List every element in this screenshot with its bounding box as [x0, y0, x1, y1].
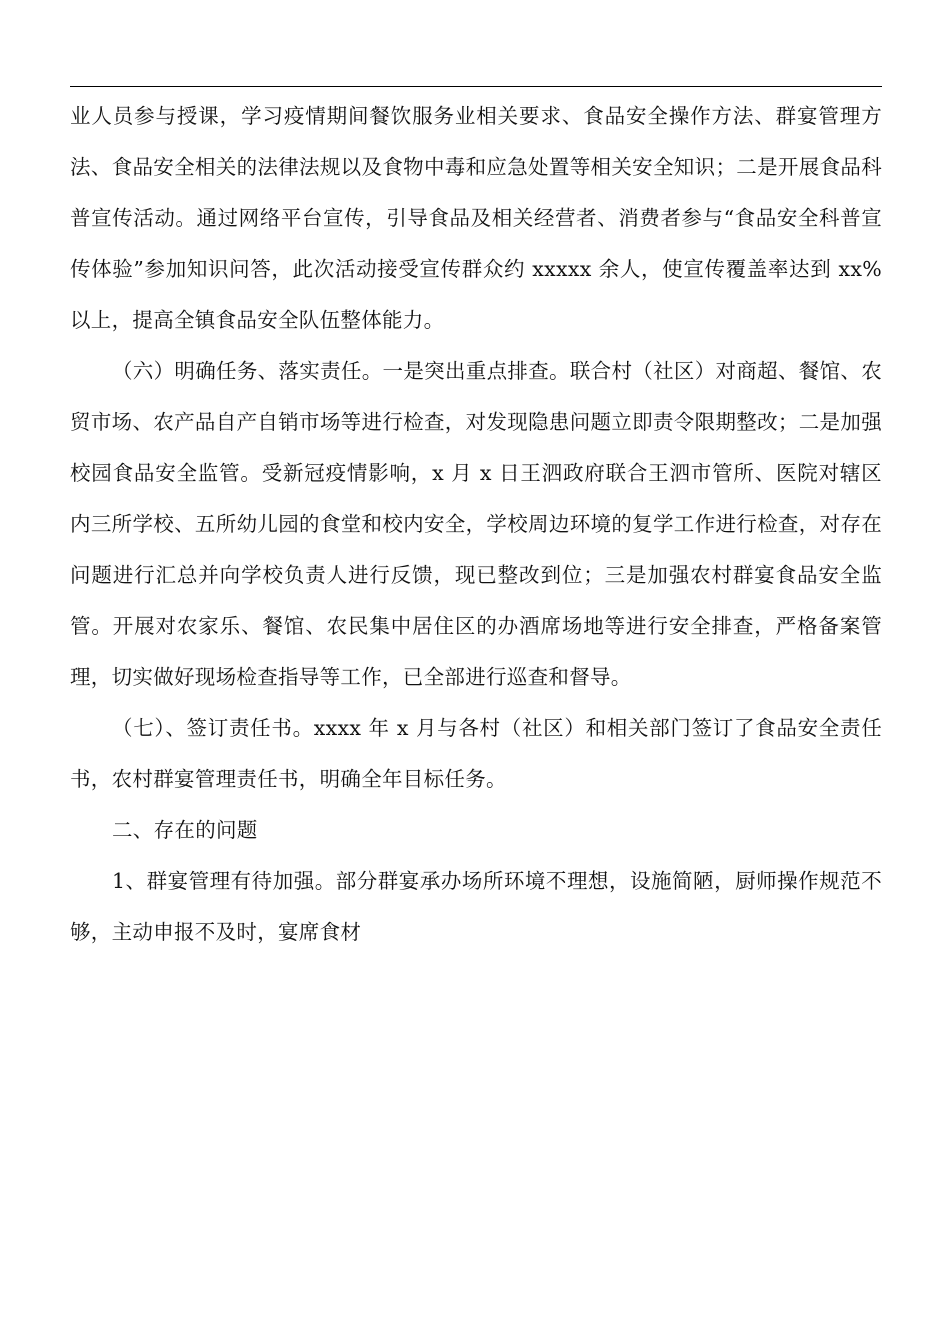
- paragraph-responsibility-letters: （七）、签订责任书。xxxx 年 x 月与各村（社区）和相关部门签订了食品安全责任书，农村群宴管理责任书，明确全年目标任务。: [70, 716, 882, 791]
- paragraph-tasks-responsibilities: （六）明确任务、落实责任。一是突出重点排查。联合村（社区）对商超、餐馆、农贸市场、农产品自产自销市场等进行检查，对发现隐患问题立即责令限期整改；二是加强校园食品安全监管。受新冠疫情影响，x 月 x 日王泗政府联合王泗市管所、医院对辖区内三所学校、五所幼儿园的食堂和校内安全，学校周边环境的复学工作进行检查，对存在问题进行汇总并向学校负责人进行反馈，现已整改到位；三是加强农村群宴食品安全监管。开展对农家乐、餐馆、农民集中居住区的办酒席场地等进行安全排查，严格备案管理，切实做好现场检查指导等工作，已全部进行巡查和督导。: [70, 359, 882, 689]
- paragraph-training-publicity: 业人员参与授课，学习疫情期间餐饮服务业相关要求、食品安全操作方法、群宴管理方法、食品安全相关的法律法规以及食物中毒和应急处置等相关安全知识；二是开展食品科普宣传活动。通过网络平台宣传，引导食品及相关经营者、消费者参与“食品安全科普宣传体验”参加知识问答，此次活动接受宣传群众约 xxxxx 余人，使宣传覆盖率达到 xx%以上，提高全镇食品安全队伍整体能力。: [70, 104, 882, 332]
- document-body: [70, 91, 882, 958]
- header-rule: [70, 86, 882, 87]
- section-heading-problems: 二、存在的问题: [112, 818, 258, 842]
- paragraph-banquet-management: 1、群宴管理有待加强。部分群宴承办场所环境不理想，设施简陋，厨师操作规范不够，主动申报不及时，宴席食材: [70, 869, 882, 944]
